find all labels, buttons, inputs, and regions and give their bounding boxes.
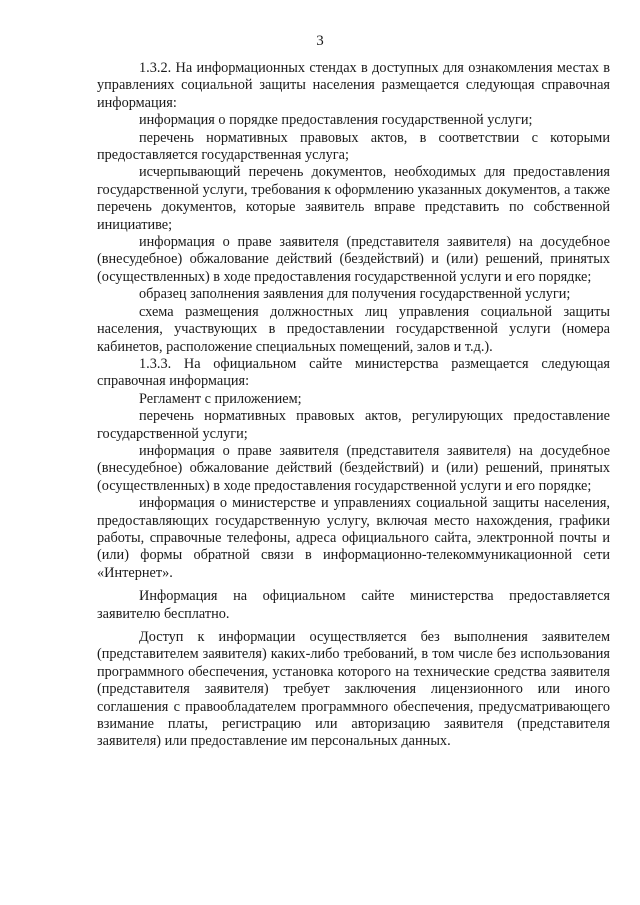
list-item-appeal-rights-site: информация о праве заявителя (представителя заявителя) на досудебное (внесудебное) обжалование действий (бездействий) и (или) решений, принятых (осуществленных) в ходе предоставления государственной услуги и его порядке; xyxy=(97,442,610,494)
list-item-staff-layout: схема размещения должностных лиц управления социальной защиты населения, участвующих в предоставлении государственной услуги (номера кабинетов, расположение специальных помещений, залов и т.д.). xyxy=(97,303,610,355)
paragraph-free-info: Информация на официальном сайте министерства предоставляется заявителю бесплатно. xyxy=(97,588,610,622)
list-item-appeal-rights: информация о праве заявителя (представителя заявителя) на досудебное (внесудебное) обжалование действий (бездействий) и (или) решений, принятых (осуществленных) в ходе предоставления государственной услуги и его порядке; xyxy=(97,234,610,285)
list-item-regulation: Регламент с приложением; xyxy=(139,390,302,407)
list-item-ministry-info: информация о министерстве и управлениях социальной защиты населения, предоставляющих государственную услугу, включая место нахождения, графики работы, справочные телефоны, адреса официального сайта, электронной почты и (или) формы обратной связи в информационно-телекоммуникационной сети «Интернет». xyxy=(97,495,610,581)
list-item-documents-list: исчерпывающий перечень документов, необходимых для предоставления государственной услуги, требования к оформлению указанных документов, а также перечень документов, которые заявитель вправе представить по собственной инициативе; xyxy=(97,164,610,233)
document-body xyxy=(97,60,610,751)
list-item-procedure-info: информация о порядке предоставления государственной услуги; xyxy=(139,112,533,129)
list-item-regulating-acts: перечень нормативных правовых актов, регулирующих предоставление государственной услуги; xyxy=(97,408,610,442)
page-number: 3 xyxy=(316,33,324,49)
paragraph-1-3-2: 1.3.2. На информационных стендах в доступных для ознакомления местах в управлениях социальной защиты населения размещается следующая справочная информация: xyxy=(97,60,610,111)
list-item-legal-acts: перечень нормативных правовых актов, в соответствии с которыми предоставляется государственная услуга; xyxy=(97,129,610,164)
list-item-application-sample: образец заполнения заявления для получения государственной услуги; xyxy=(139,286,571,303)
paragraph-1-3-3: 1.3.3. На официальном сайте министерства размещается следующая справочная информация: xyxy=(97,355,610,390)
paragraph-access: Доступ к информации осуществляется без выполнения заявителем (представителем заявителя) каких-либо требований, в том числе без использования программного обеспечения, установка которого на технические средства заявителя (представителя заявителя) требует заключения лицензионного или иного соглашения с правообладателем программного обеспечения, предусматривающего взимание платы, регистрацию или авторизацию заявителя (представителя заявителя) или предоставление им персональных данных. xyxy=(97,629,610,750)
